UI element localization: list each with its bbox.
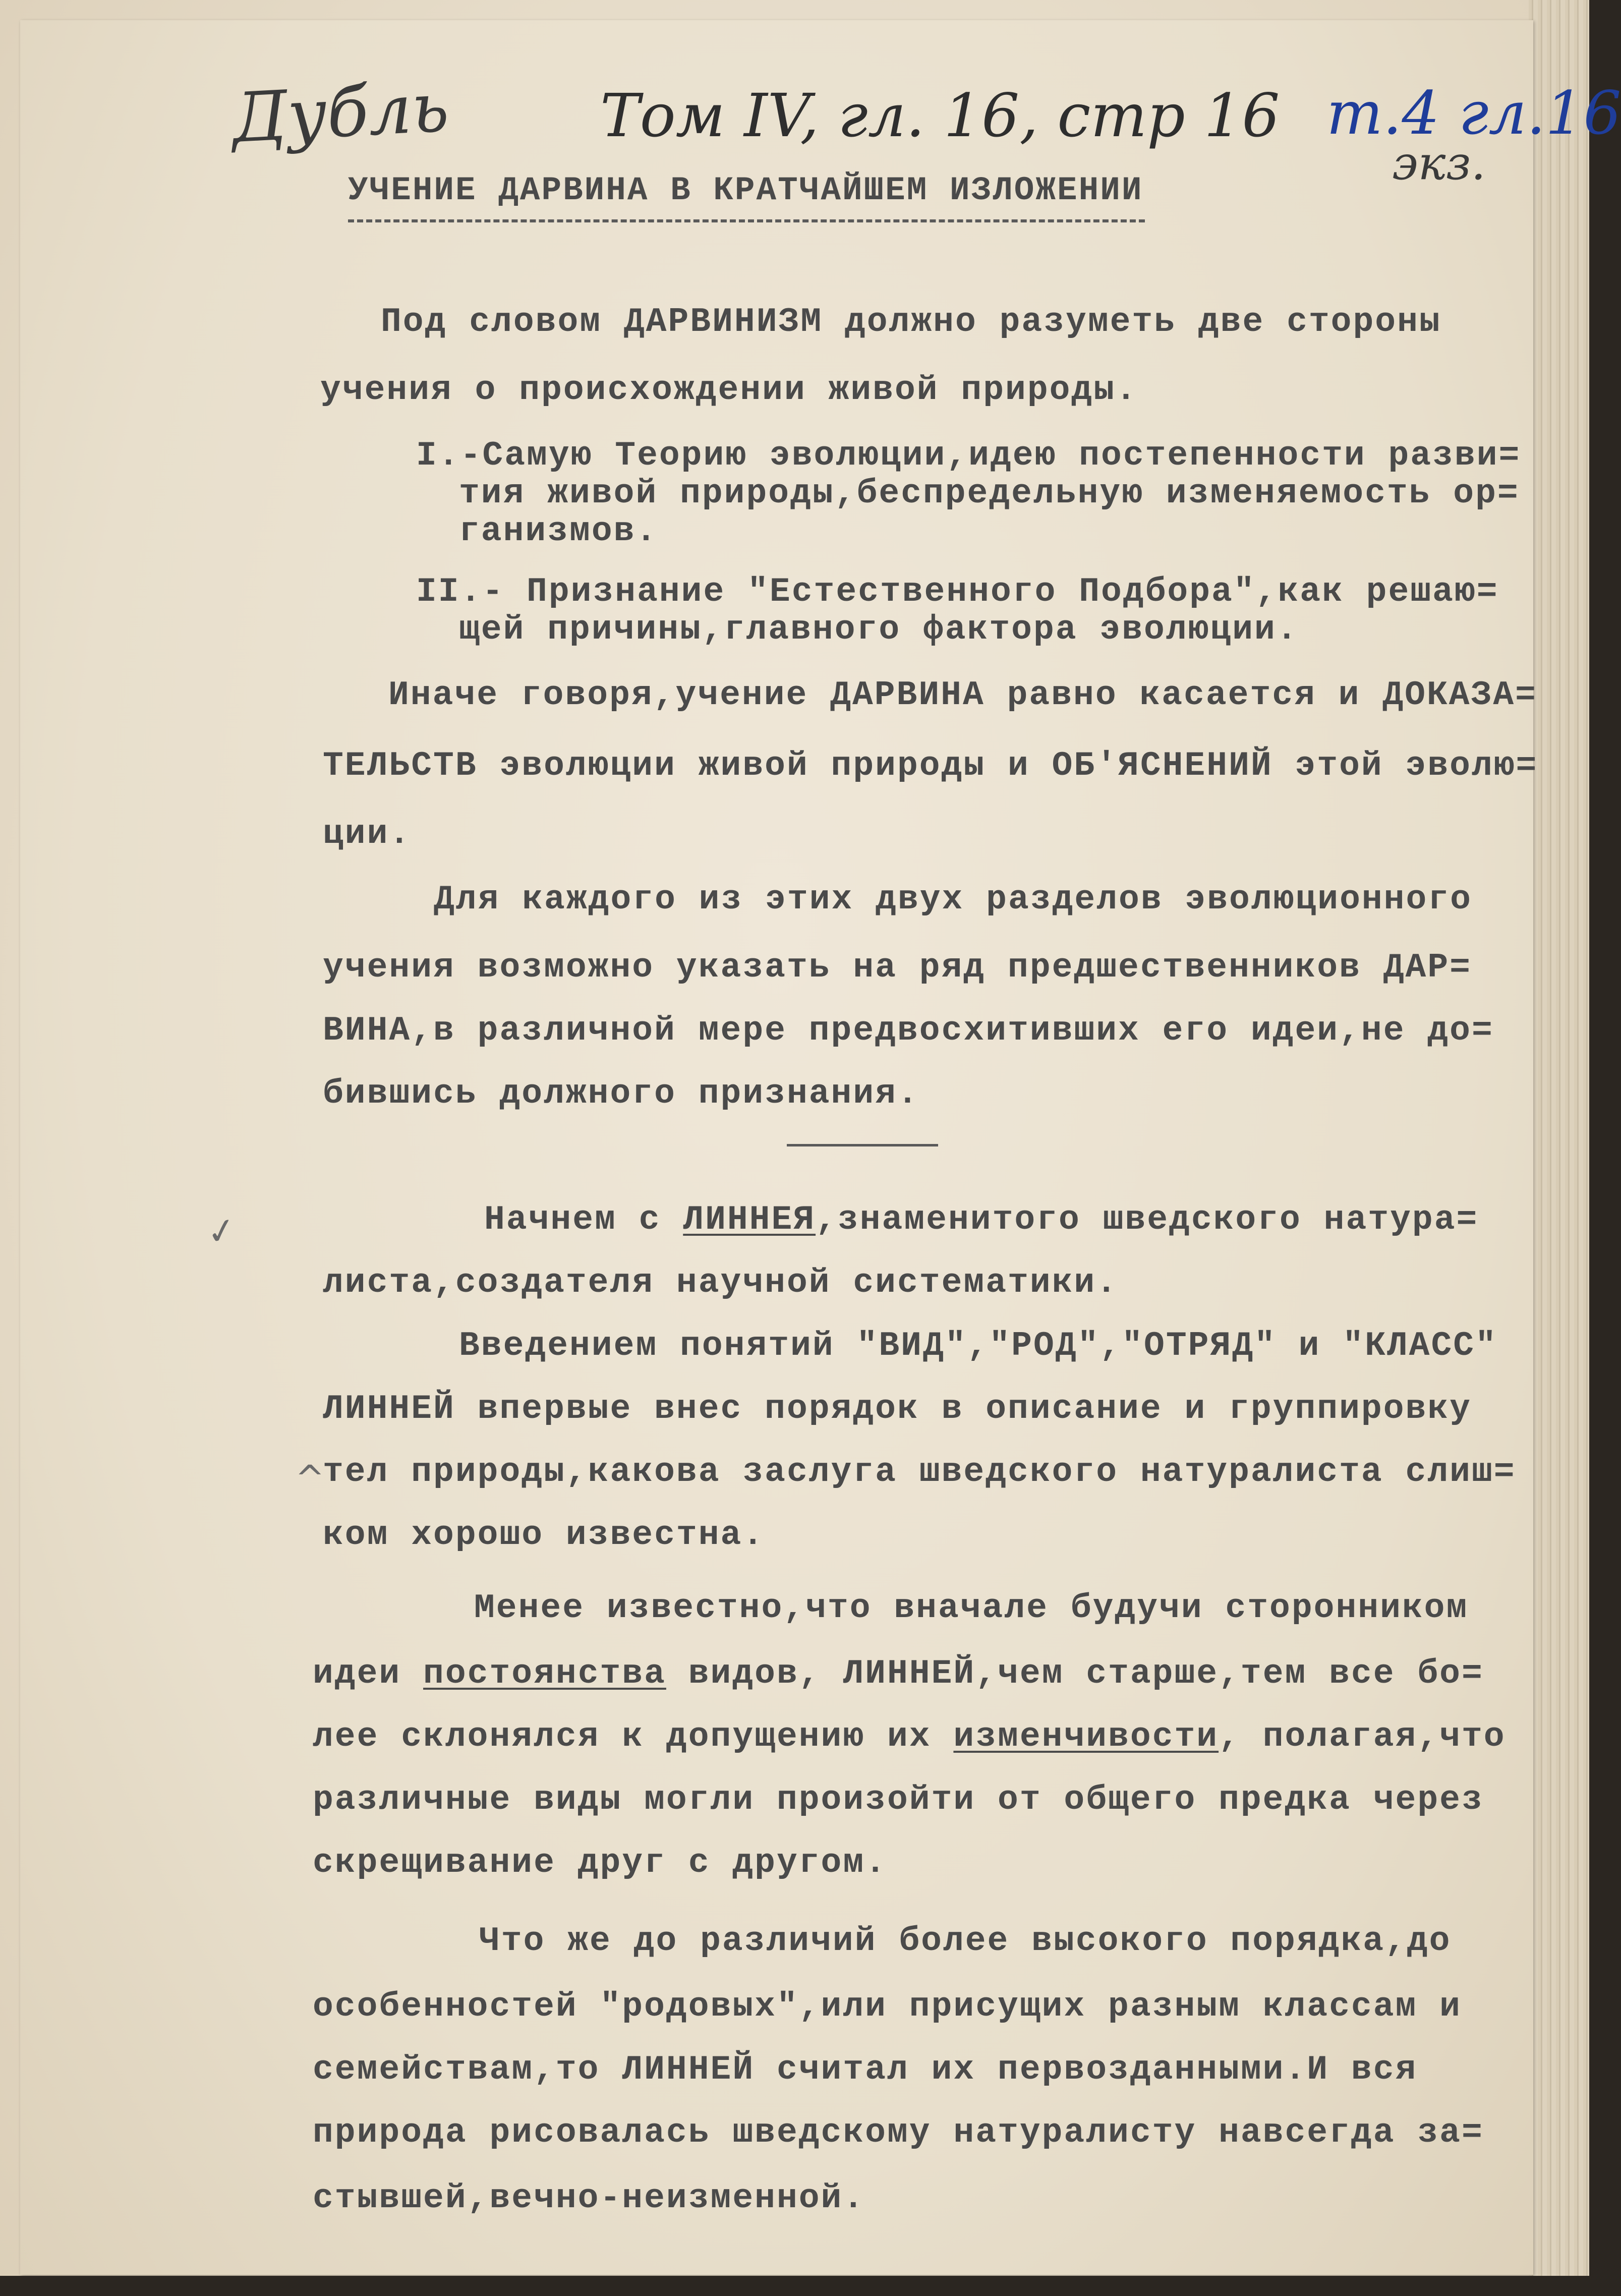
pencil-caret-mark-icon: ^ [295, 1458, 325, 1499]
handwritten-dubl-note: Дубль [230, 67, 451, 158]
typewritten-sheet [20, 20, 1621, 2275]
item-1-line-1: I.-Самую Теорию эволюции,идею постепенности разви= [416, 436, 1521, 475]
item-1-line-3: ганизмов. [459, 512, 658, 551]
paragraph-3-line-4: бившись должного признания. [323, 1074, 919, 1113]
paragraph-4-line-2: листа,создателя научной систематики. [323, 1264, 1119, 1302]
paragraph-6-line-4: различные виды могли произойти от общего предка через [313, 1781, 1484, 1819]
section-divider [787, 1144, 938, 1146]
item-2-line-1: II.- Признание "Естественного Подбора",как решаю= [416, 572, 1499, 611]
handwritten-copy-note: экз. [1392, 136, 1486, 190]
paragraph-6-line-1: Менее известно,что вначале будучи сторонником [474, 1589, 1469, 1628]
paragraph-7-line-4: природа рисовалась шведскому натуралисту навсегда за= [313, 2113, 1484, 2152]
title-underline [348, 219, 1145, 222]
paragraph-6-line-3: лее склонялся к допущению их изменчивости, полагая,что [313, 1717, 1506, 1756]
pencil-check-mark-icon: ✓ [203, 1208, 240, 1254]
scan-background-bottom [0, 2276, 1589, 2296]
document-title: УЧЕНИЕ ДАРВИНА В КРАТЧАЙШЕМ ИЗЛОЖЕНИИ [348, 171, 1143, 209]
paragraph-6-line-2: идеи постоянства видов, ЛИННЕЙ,чем старше,тем все бо= [313, 1654, 1484, 1693]
paragraph-3-line-1: Для каждого из этих двух разделов эволюционного [434, 880, 1472, 919]
paragraph-7-line-3: семействам,то ЛИННЕЙ считал их первозданными.И вся [313, 2050, 1418, 2089]
paragraph-5-line-1: Введением понятий "ВИД","РОД","ОТРЯД" и "КЛАСС" [459, 1327, 1497, 1365]
paragraph-3-line-2: учения возможно указать на ряд предшественников ДАР= [323, 948, 1472, 987]
paragraph-2-line-2: ТЕЛЬСТВ эволюции живой природы и ОБ'ЯСНЕНИЙ этой эволю= [323, 747, 1538, 785]
blue-ink-reference: т.4 гл.16 [1326, 78, 1621, 148]
paragraph-4-line-1: Начнем с ЛИННЕЯ,знаменитого шведского натура= [484, 1200, 1479, 1239]
page-stack-edge [1529, 0, 1589, 2296]
handwritten-volume-reference: Том IV, гл. 16, стр 16 [600, 81, 1280, 150]
paragraph-1-line-1: Под словом ДАРВИНИЗМ должно разуметь две стороны [381, 303, 1441, 341]
paragraph-6-line-5: скрещивание друг с другом. [313, 1844, 887, 1882]
paragraph-2-line-3: ции. [323, 815, 412, 853]
paragraph-5-line-3: тел природы,какова заслуга шведского натуралиста слиш= [323, 1453, 1516, 1491]
paragraph-1-line-2: учения о происхождении живой природы. [320, 371, 1138, 410]
paragraph-5-line-4: ком хорошо известна. [323, 1516, 765, 1555]
paragraph-2-line-1: Иначе говоря,учение ДАРВИНА равно касается и ДОКАЗА= [388, 676, 1537, 715]
paragraph-5-line-2: ЛИННЕЙ впервые внес порядок в описание и группировку [323, 1390, 1472, 1428]
paragraph-7-line-5: стывшей,вечно-неизменной. [313, 2179, 865, 2218]
item-1-line-2: тия живой природы,беспредельную изменяемость ор= [459, 474, 1520, 513]
paragraph-7-line-1: Что же до различий более высокого порядка,до [479, 1922, 1452, 1961]
paragraph-3-line-3: ВИНА,в различной мере предвосхитивших его идеи,не до= [323, 1011, 1494, 1050]
paragraph-7-line-2: особенностей "родовых",или присущих разным классам и [313, 1987, 1462, 2026]
item-2-line-2: щей причины,главного фактора эволюции. [459, 610, 1299, 649]
